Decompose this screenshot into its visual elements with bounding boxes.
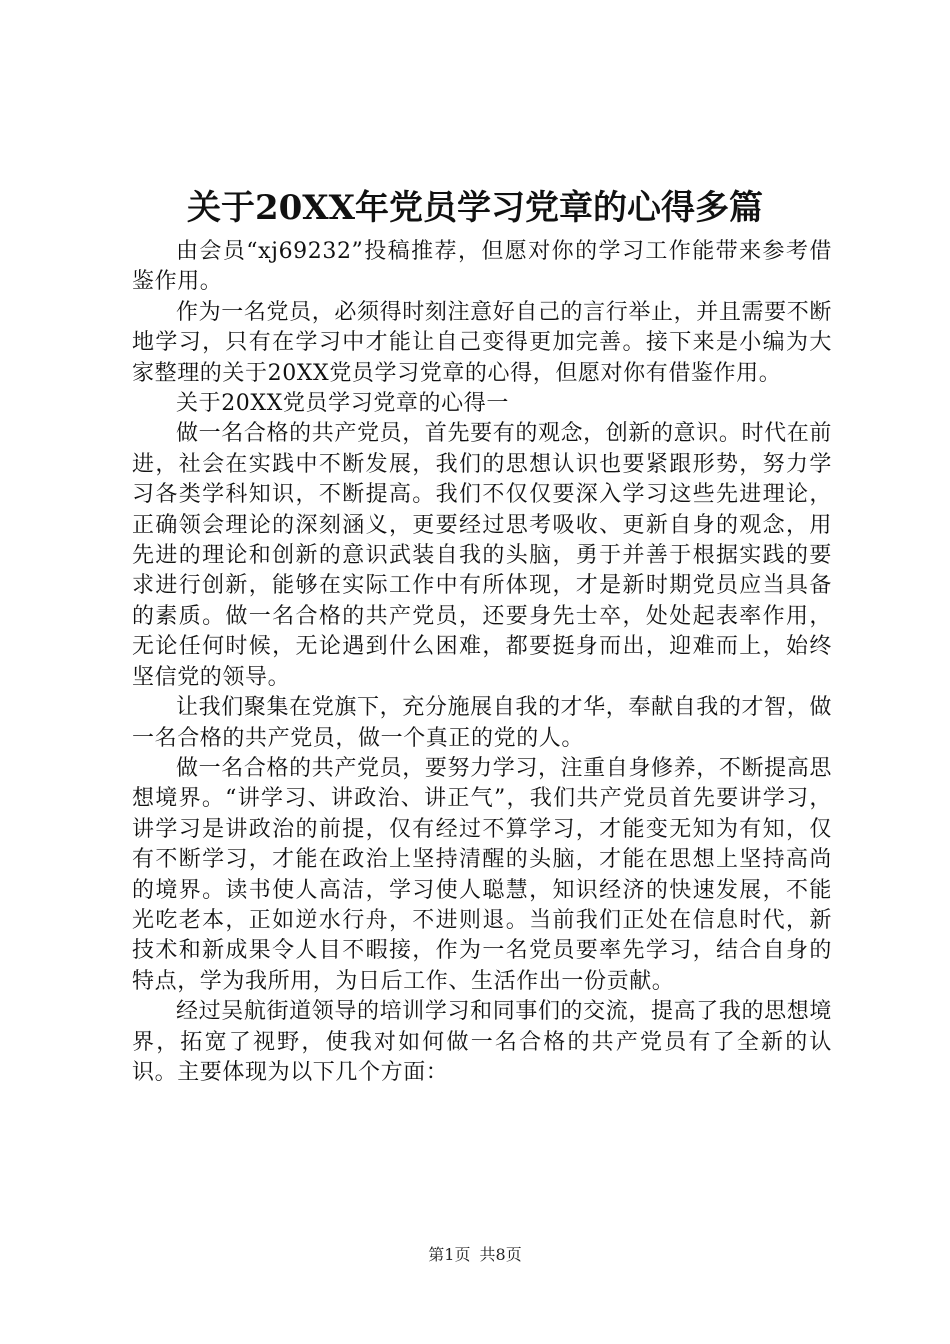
paragraph: 做一名合格的共产党员，首先要有的观念，创新的意识。时代在前进，社会在实践中不断发展，我们的思想认识也要紧跟形势，努力学习各类学科知识，不断提高。我们不仅仅要深入学习这些先进理论，正确领会理论的深刻涵义，更要经过思考吸收、更新自身的观念，用先进的理论和创新的意识武装自我的头脑，勇于并善于根据实践的要求进行创新，能够在实际工作中有所体现，才是新时期党员应当具备的素质。做一名合格的共产党员，还要身先士卒，处处起表率作用，无论任何时候，无论遇到什么困难，都要挺身而出，迎难而上，始终坚信党的领导。 [132,421,832,690]
document-title: 关于20XX年党员学习党章的心得多篇 [186,188,764,228]
paragraph-intro: 由会员“xj69232”投稿推荐，但愿对你的学习工作能带来参考借鉴作用。 [132,239,832,295]
paragraph: 做一名合格的共产党员，要努力学习，注重自身修养，不断提高思想境界。“讲学习、讲政治、讲正气”，我们共产党员首先要讲学习，讲学习是讲政治的前提，仅有经过不算学习，才能变无知为有知，仅有不断学习，才能在政治上坚持清醒的头脑，才能在思想上坚持高尚的境界。读书使人高洁，学习使人聪慧，知识经济的快速发展，不能光吃老本，正如逆水行舟，不进则退。当前我们正处在信息时代，新技术和新成果令人目不暇接，作为一名党员要率先学习，结合自身的特点，学为我所用，为日后工作、生活作出一份贡献。 [132,755,832,994]
paragraph-preface: 作为一名党员，必须得时刻注意好自己的言行举止，并且需要不断地学习，只有在学习中才能让自己变得更加完善。接下来是小编为大家整理的关于20XX党员学习党章的心得，但愿对你有借鉴作用。 [132,299,832,386]
page-footer [0,1240,950,1270]
section-heading: 关于20XX党员学习党章的心得一 [176,391,509,417]
paragraph: 经过吴航街道领导的培训学习和同事们的交流，提高了我的思想境界，拓宽了视野，使我对如何做一名合格的共产党员有了全新的认识。主要体现为以下几个方面： [132,999,832,1085]
page-number: 第1页 [428,1245,471,1264]
document-body [132,237,832,1088]
paragraph: 让我们聚集在党旗下，充分施展自我的才华，奉献自我的才智，做一名合格的共产党员，做一个真正的党的人。 [132,695,832,751]
page-total: 共8页 [479,1245,522,1264]
